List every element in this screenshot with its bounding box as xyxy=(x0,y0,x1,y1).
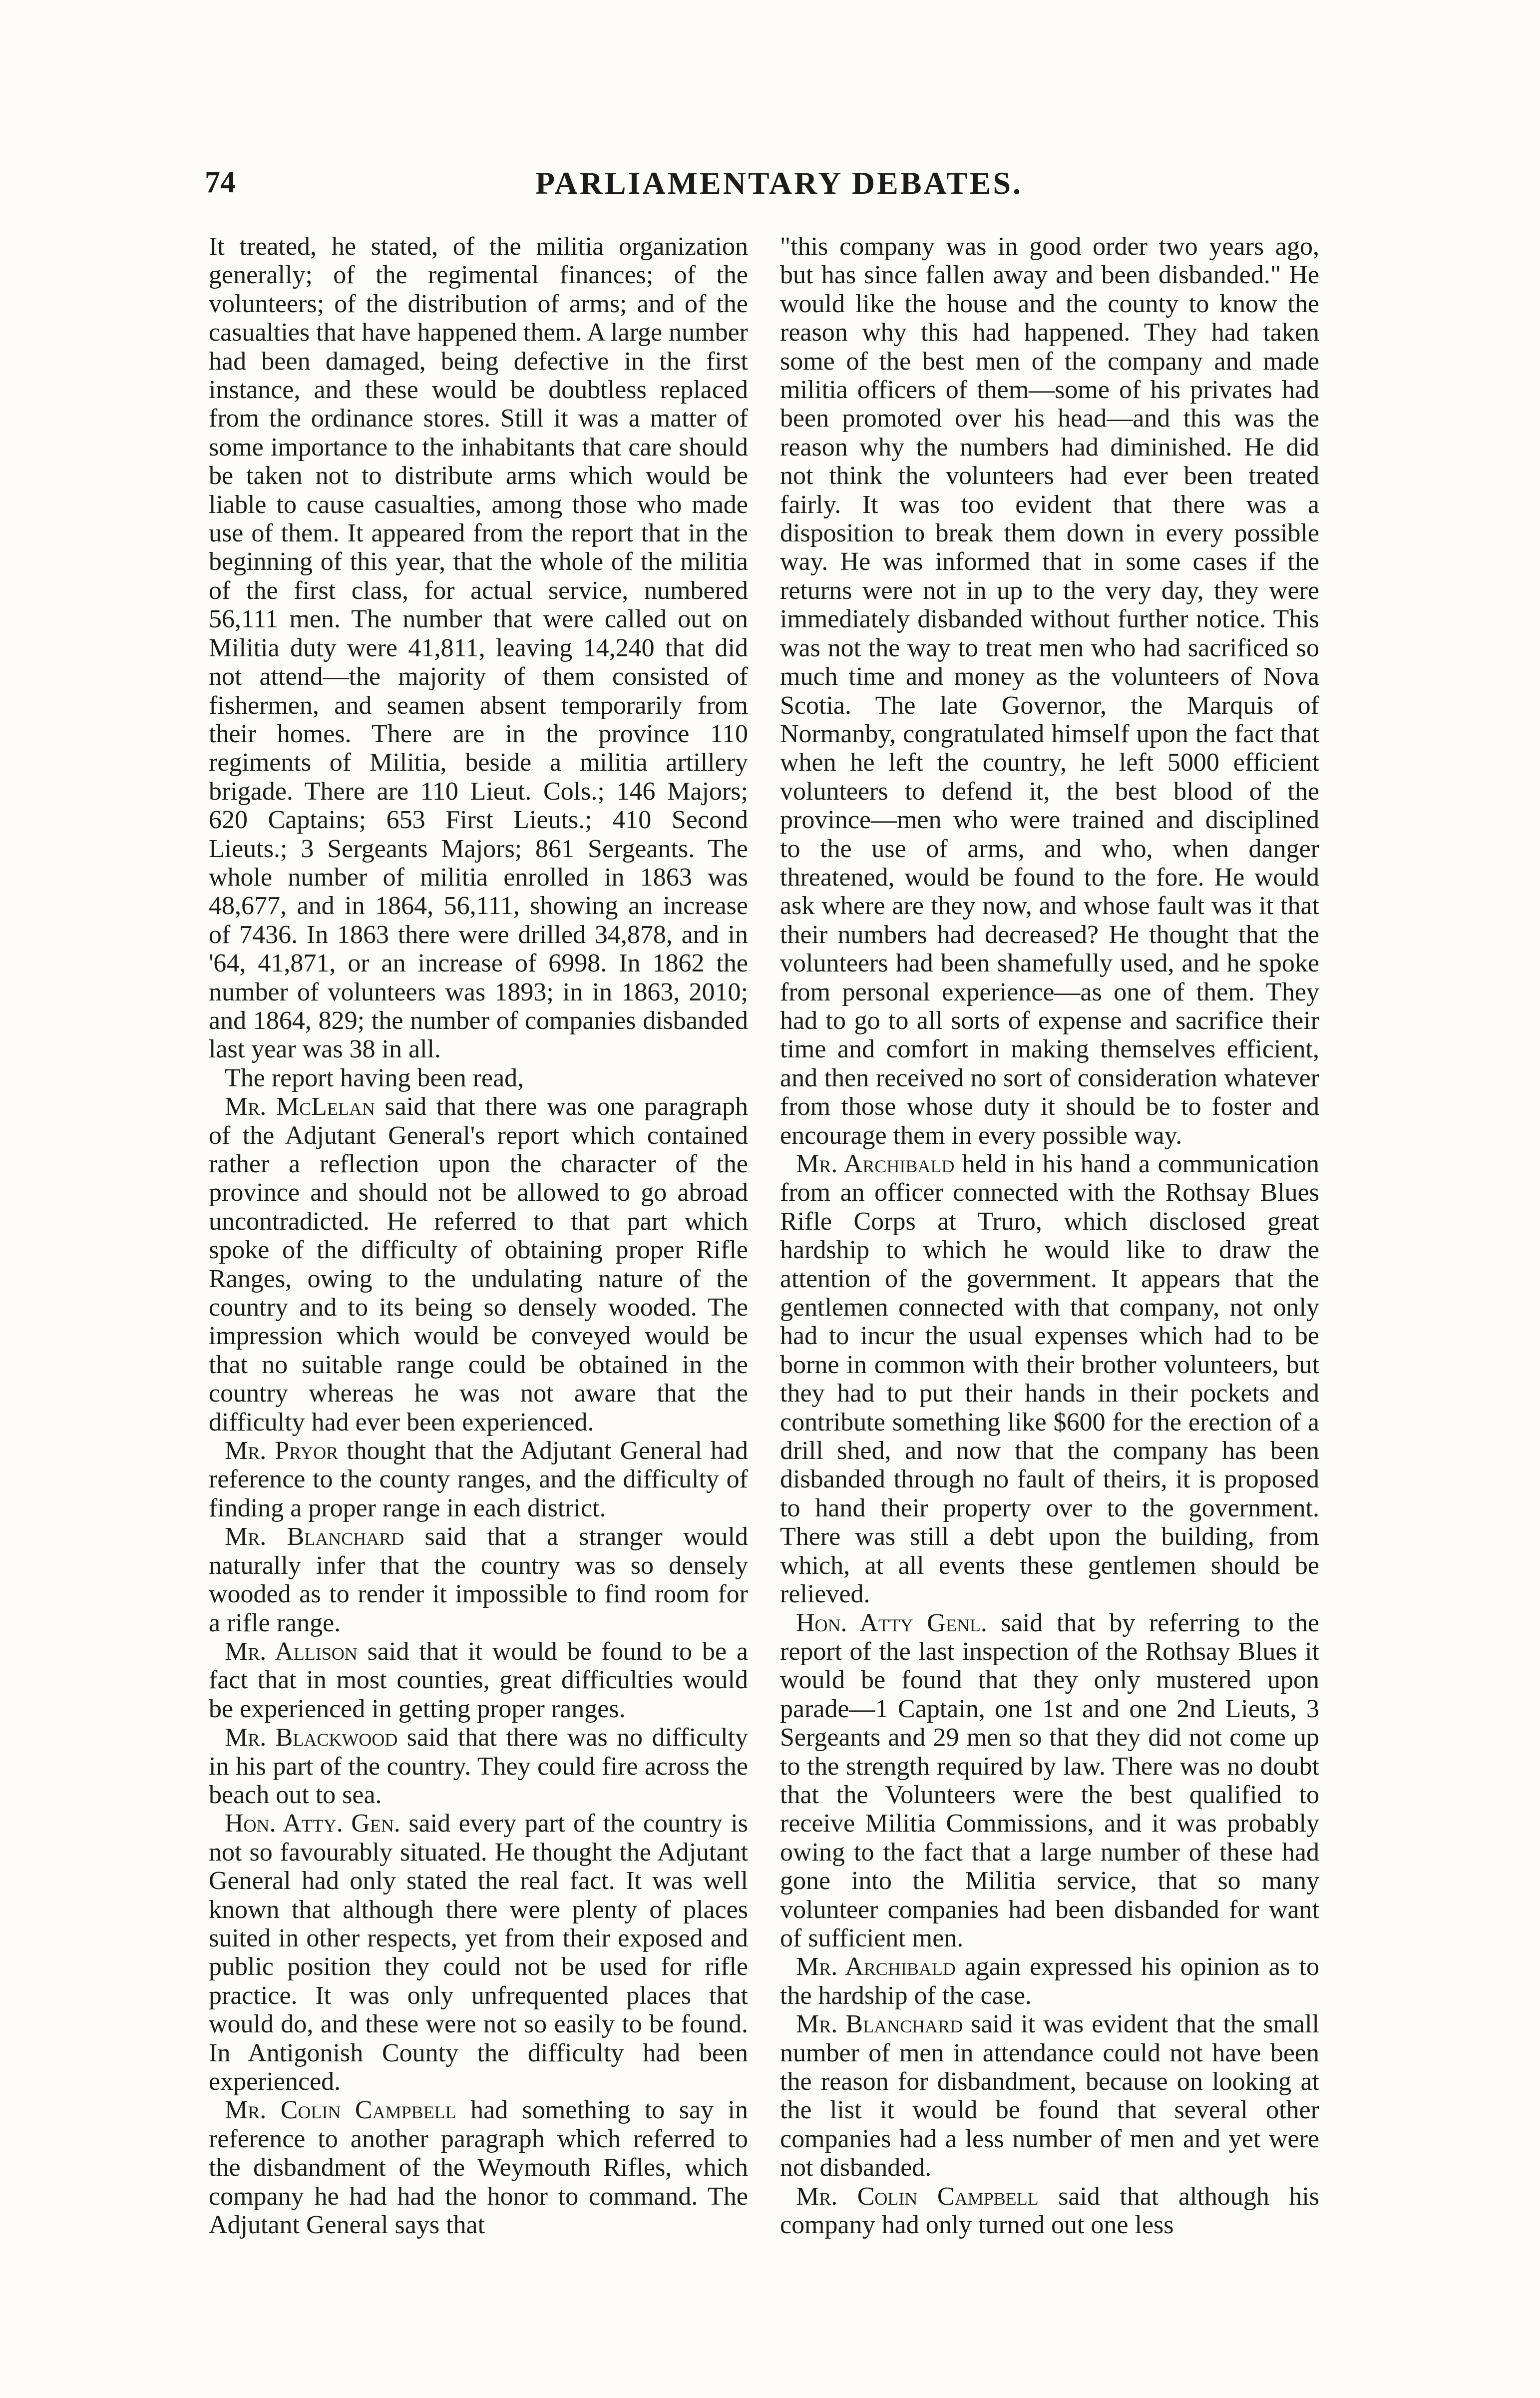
speaker-name: Mr. Allison xyxy=(225,1637,358,1666)
paragraph-text: said that by referring to the report of the last inspection of the Rothsay Blues it would be found that they only mustered upon parade—1 Captain, one 1st and one 2nd Lieuts, 3 Sergeants and 29 men so that they did not come up to the strength required by law. There was no doubt that the Volunteers were the best qualified to receive Militia Commissions, and it was probably owing to the fact that a large number of these had gone into the Militia service, that so many volunteer companies had been disbanded for want of sufficient men. xyxy=(780,1608,1319,1952)
paragraph-text: said that there was no difficulty in his part of the country. They could fire across the beach out to sea. xyxy=(209,1723,749,1809)
paragraph-text: thought that the Adjutant General had reference to the county ranges, and the difficulty of finding a proper range in each district. xyxy=(209,1437,749,1522)
right-column xyxy=(780,232,1319,2239)
paragraph xyxy=(780,1150,1319,1609)
speaker-name: Mr. McLelan xyxy=(225,1092,375,1121)
paragraph-text: The report having been read, xyxy=(225,1063,524,1092)
paragraph-text: It treated, he stated, of the militia organization generally; of the regimental finances; of the volunteers; of the distribution of arms; and of the casualties that have happened them. A large number had been damaged, being defective in the first instance, and these would be doubtless replaced from the ordinance stores. Still it was a matter of some importance to the inhabitants that care should be taken not to distribute arms which would be liable to cause casualties, among those who made use of them. It appeared from the report that in the beginning of this year, that the whole of the militia of the first class, for actual service, numbered 56,111 men. The number that were called out on Militia duty were 41,811, leaving 14,240 that did not attend—the majority of them consisted of fishermen, and seamen absent temporarily from their homes. There are in the province 110 regiments of Militia, beside a militia artillery brigade. There are 110 Lieut. Cols.; 146 Majors; 620 Captains; 653 First Lieuts.; 410 Second Lieuts.; 3 Sergeants Majors; 861 Sergeants. The whole number of militia enrolled in 1863 was 48,677, and in 1864, 56,111, showing an increase of 7436. In 1863 there were drilled 34,878, and in '64, 41,871, or an increase of 6998. In 1862 the number of volunteers was 1893; in in 1863, 2010; and 1864, 829; the number of companies disbanded last year was 38 in all. xyxy=(209,232,748,1064)
speaker-name: Hon. Atty Genl. xyxy=(796,1608,987,1637)
paragraph xyxy=(209,1437,748,1522)
paragraph-text: said it was evident that the small number of men in attendance could not have been the reason for disbandment, because on looking at the list it would be found that several other companies had a less number of men and yet were not disbanded. xyxy=(780,2010,1320,2182)
paragraph-text: said that it would be found to be a fact that in most counties, great difficulties would be experienced in getting proper ranges. xyxy=(209,1637,748,1723)
speaker-name: Mr. Archibald xyxy=(796,1952,956,1981)
paragraph xyxy=(209,1723,748,1809)
paragraph xyxy=(209,1637,748,1723)
paragraph xyxy=(209,1522,748,1637)
speaker-name: Mr. Blackwood xyxy=(225,1723,398,1752)
speaker-name: Mr. Pryor xyxy=(225,1437,339,1465)
paragraph-text: again expressed his opinion as to the hardship of the case. xyxy=(780,1952,1319,2010)
speaker-name: Mr. Blanchard xyxy=(796,2010,963,2039)
speaker-name: Mr. Colin Campbell xyxy=(796,2182,1039,2211)
paragraph-text: held in his hand a communication from an officer connected with the Rothsay Blues Rifle Corps at Truro, which disclosed great hardship to which he would like to draw the attention of the government. It appears that the gentlemen connected with that company, not only had to incur the usual expenses which had to be borne in common with their brother volunteers, but they had to put their hands in their pockets and contribute something like $600 for the erection of a drill shed, and now that the company has been disbanded through no fault of theirs, it is proposed to hand their property over to the government. There was still a debt upon the building, from which, at all events these gentlemen should be relieved. xyxy=(780,1150,1320,1609)
page-number: 74 xyxy=(205,165,236,199)
speaker-name: Mr. Blanchard xyxy=(225,1522,404,1551)
paragraph xyxy=(780,1609,1319,1953)
paragraph xyxy=(209,1092,748,1437)
paragraph xyxy=(780,2182,1319,2240)
paragraph-text: said that although his company had only turned out one less xyxy=(780,2182,1319,2240)
page-header xyxy=(205,165,1353,230)
paragraph xyxy=(780,1952,1319,2010)
paragraph-text: said every part of the country is not so favourably situated. He thought the Adjutant General had only stated the real fact. It was well known that although there were plenty of places suited in other respects, yet from their exposed and public position they could not be used for rifle practice. It was only unfrequented places that would do, and these were not so easily to be found. In Antigonish County the difficulty had been experienced. xyxy=(209,1809,748,2096)
speaker-name: Hon. Atty. Gen. xyxy=(225,1809,400,1838)
paragraph xyxy=(209,1064,748,1092)
paragraph xyxy=(780,2010,1319,2182)
paragraph-text: said that there was one paragraph of the Adjutant General's report which contained rather a reflection upon the character of the province and should not be allowed to go abroad uncontradicted. He referred to that part which spoke of the difficulty of obtaining proper Rifle Ranges, owing to the undulating nature of the country and to its being so densely wooded. The impression which would be conveyed would be that no suitable range could be obtained in the country whereas he was not aware that the difficulty had ever been experienced. xyxy=(209,1092,748,1437)
paragraph-text: "this company was in good order two years ago, but has since fallen away and been disbanded." He would like the house and the county to know the reason why this had happened. They had taken some of the best men of the company and made militia officers of them—some of his privates had been promoted over his head—and this was the reason why the numbers had diminished. He did not think the volunteers had ever been treated fairly. It was too evident that there was a disposition to break them down in every possible way. He was informed that in some cases if the returns were not in up to the very day, they were immediately disbanded without further notice. This was not the way to treat men who had sacrificed so much time and money as the volunteers of Nova Scotia. The late Governor, the Marquis of Normanby, congratulated himself upon the fact that when he left the country, he left 5000 efficient volunteers to defend it, the best blood of the province—men who were trained and disciplined to the use of arms, and who, when danger threatened, would be found to the fore. He would ask where are they now, and whose fault was it that their numbers had decreased? He thought that the volunteers had been shamefully used, and he spoke from personal experience—as one of them. They had to go to all sorts of expense and sacrifice their time and comfort in making themselves efficient, and then received no sort of consideration whatever from those whose duty it should be to foster and encourage them in every possible way. xyxy=(780,232,1319,1150)
paragraph xyxy=(209,232,748,1064)
speaker-name: Mr. Colin Campbell xyxy=(225,2096,456,2125)
paragraph xyxy=(209,1809,748,2096)
paragraph xyxy=(209,2096,748,2239)
paragraph xyxy=(780,232,1319,1150)
paragraph-text: said that a stranger would naturally infer that the country was so densely wooded as to render it impossible to find room for a rifle range. xyxy=(209,1522,749,1637)
left-column xyxy=(209,232,748,2239)
running-title: PARLIAMENTARY DEBATES. xyxy=(535,165,1023,201)
speaker-name: Mr. Archibald xyxy=(796,1150,955,1178)
paragraph-text: had something to say in reference to another paragraph which referred to the disbandment of the Weymouth Rifles, which company he had had the honor to command. The Adjutant General says that xyxy=(209,2096,749,2240)
